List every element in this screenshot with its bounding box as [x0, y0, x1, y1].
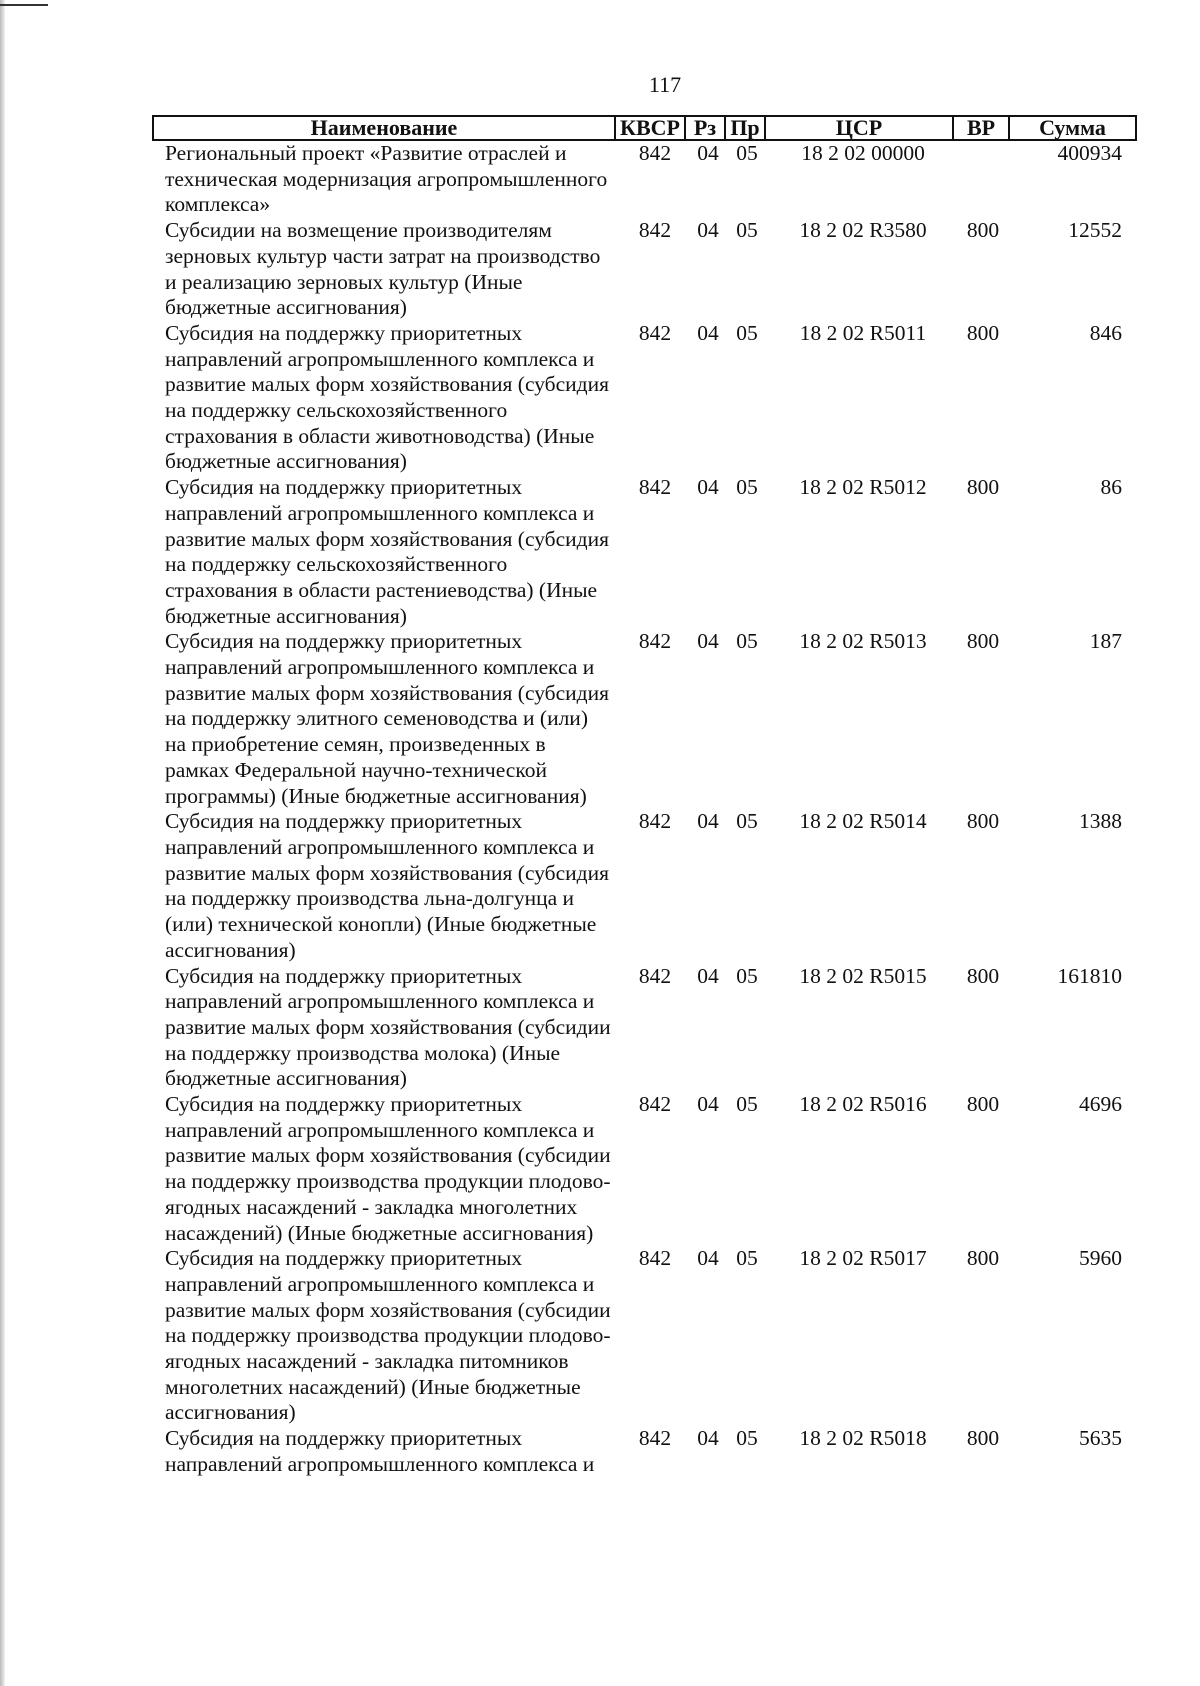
cell-vr: 800 — [966, 1246, 1000, 1271]
cell-pr: 05 — [736, 475, 758, 500]
cell-kvsr: 842 — [638, 629, 672, 654]
table-header-row — [153, 116, 1136, 140]
table-row — [153, 321, 1136, 475]
cell-rz: 04 — [697, 1246, 719, 1271]
cell-csr: 18 2 02 R5017 — [799, 1246, 927, 1271]
table-row — [153, 1092, 1136, 1246]
cell-rz: 04 — [697, 809, 719, 834]
cell-csr: 18 2 02 00000 — [801, 141, 925, 165]
table-row — [153, 629, 1136, 809]
cell-kvsr: 842 — [638, 1092, 672, 1117]
cell-vr: 800 — [966, 1092, 1000, 1117]
cell-pr: 05 — [736, 629, 758, 654]
cell-name: Субсидия на поддержку приоритетных направлений агропромышленного комплекса и — [165, 1426, 595, 1476]
cell-rz: 04 — [697, 141, 719, 165]
cell-rz: 04 — [697, 475, 719, 500]
header-pr: Пр — [725, 116, 765, 140]
table-row — [153, 140, 1136, 218]
cell-sum: 1388 — [1079, 809, 1122, 834]
cell-pr: 05 — [736, 320, 758, 345]
cell-rz: 04 — [697, 963, 719, 988]
cell-pr: 05 — [736, 1246, 758, 1271]
cell-sum: 5635 — [1079, 1426, 1122, 1451]
cell-sum: 400934 — [1057, 141, 1122, 165]
cell-vr: 800 — [966, 1426, 1000, 1451]
cell-name: Субсидия на поддержку приоритетных направлений агропромышленного комплекса и развитие малых форм хозяйствования (субсидия на поддержку сельскохозяйственного страхования в области растениеводства) (Иные бюджетные ассигнования) — [165, 475, 609, 628]
cell-name: Региональный проект «Развитие отраслей и техническая модернизация агропромышленного комплекса» — [165, 141, 608, 217]
cell-sum: 5960 — [1079, 1246, 1122, 1271]
cell-vr: 800 — [966, 475, 1000, 500]
cell-kvsr: 842 — [638, 141, 672, 165]
cell-name: Субсидия на поддержку приоритетных направлений агропромышленного комплекса и развитие малых форм хозяйствования (субсидии на поддержку производства продукции плодово-ягодных насаждений - закладка питомников многолетних насаждений) (Иные бюджетные ассигнования) — [165, 1246, 611, 1425]
cell-rz: 04 — [697, 218, 719, 243]
page-number: 117 — [648, 72, 682, 97]
cell-name: Субсидия на поддержку приоритетных направлений агропромышленного комплекса и развитие малых форм хозяйствования (субсидии на поддержку производства молока) (Иные бюджетные ассигнования) — [165, 963, 611, 1091]
cell-kvsr: 842 — [638, 320, 672, 345]
cell-csr: 18 2 02 R5015 — [799, 963, 927, 988]
cell-sum: 12552 — [1068, 218, 1122, 243]
cell-kvsr: 842 — [638, 963, 672, 988]
cell-pr: 05 — [736, 1426, 758, 1451]
table-row — [153, 1246, 1136, 1426]
cell-csr: 18 2 02 R5013 — [799, 629, 927, 654]
table-row — [153, 475, 1136, 629]
header-vr: ВР — [953, 116, 1009, 140]
cell-name: Субсидия на поддержку приоритетных направлений агропромышленного комплекса и развитие малых форм хозяйствования (субсидия на поддержку производства льна-долгунца и (или) технической конопли) (Иные бюджетные ассигнования) — [165, 809, 609, 962]
cell-csr: 18 2 02 R5011 — [799, 320, 927, 345]
header-sum: Сумма — [1009, 116, 1136, 140]
cell-pr: 05 — [736, 218, 758, 243]
cell-csr: 18 2 02 R5012 — [799, 475, 927, 500]
cell-kvsr: 842 — [638, 218, 672, 243]
cell-name: Субсидии на возмещение производителям зерновых культур части затрат на производство и реализацию зерновых культур (Иные бюджетные ассигнования) — [165, 218, 601, 320]
cell-rz: 04 — [697, 320, 719, 345]
cell-csr: 18 2 02 R5018 — [799, 1426, 927, 1451]
scan-left-edge — [0, 0, 5, 1686]
cell-name: Субсидия на поддержку приоритетных направлений агропромышленного комплекса и развитие малых форм хозяйствования (субсидия на поддержку сельскохозяйственного страхования в области животноводства) (Иные бюджетные ассигнования) — [165, 320, 609, 474]
header-kvsr: КВСР — [615, 116, 685, 140]
table-row — [153, 964, 1136, 1093]
cell-csr: 18 2 02 R5014 — [799, 809, 927, 834]
table-row — [153, 1426, 1136, 1477]
budget-table — [152, 115, 1137, 1478]
cell-sum: 187 — [1089, 629, 1122, 654]
cell-kvsr: 842 — [638, 809, 672, 834]
cell-kvsr: 842 — [638, 1426, 672, 1451]
table-row — [153, 809, 1136, 963]
cell-sum: 4696 — [1079, 1092, 1122, 1117]
cell-vr: 800 — [966, 320, 1000, 345]
cell-rz: 04 — [697, 629, 719, 654]
header-csr: ЦСР — [765, 116, 953, 140]
cell-pr: 05 — [736, 141, 758, 165]
cell-kvsr: 842 — [638, 475, 672, 500]
cell-csr: 18 2 02 R5016 — [799, 1092, 927, 1117]
cell-csr: 18 2 02 R3580 — [799, 218, 927, 243]
cell-name: Субсидия на поддержку приоритетных направлений агропромышленного комплекса и развитие малых форм хозяйствования (субсидии на поддержку производства продукции плодово-ягодных насаждений - закладка многолетних насаждений) (Иные бюджетные ассигнования) — [165, 1092, 611, 1245]
cell-vr: 800 — [966, 629, 1000, 654]
cell-sum: 846 — [1089, 320, 1122, 345]
cell-vr: 800 — [966, 963, 1000, 988]
header-rz: Рз — [685, 116, 725, 140]
cell-rz: 04 — [697, 1092, 719, 1117]
cell-sum: 86 — [1100, 475, 1122, 500]
cell-pr: 05 — [736, 963, 758, 988]
cell-pr: 05 — [736, 809, 758, 834]
cell-kvsr: 842 — [638, 1246, 672, 1271]
header-name: Наименование — [153, 116, 615, 140]
cell-pr: 05 — [736, 1092, 758, 1117]
cell-vr — [953, 140, 1009, 218]
cell-name: Субсидия на поддержку приоритетных направлений агропромышленного комплекса и развитие малых форм хозяйствования (субсидия на поддержку элитного семеноводства и (или) на приобретение семян, произведенных в рамках Федеральной научно-технической программы) (Иные бюджетные ассигнования) — [165, 629, 609, 808]
table-row — [153, 218, 1136, 321]
cell-vr: 800 — [966, 218, 1000, 243]
cell-sum: 161810 — [1057, 963, 1122, 988]
cell-vr: 800 — [966, 809, 1000, 834]
scan-top-mark — [0, 4, 48, 6]
cell-rz: 04 — [697, 1426, 719, 1451]
